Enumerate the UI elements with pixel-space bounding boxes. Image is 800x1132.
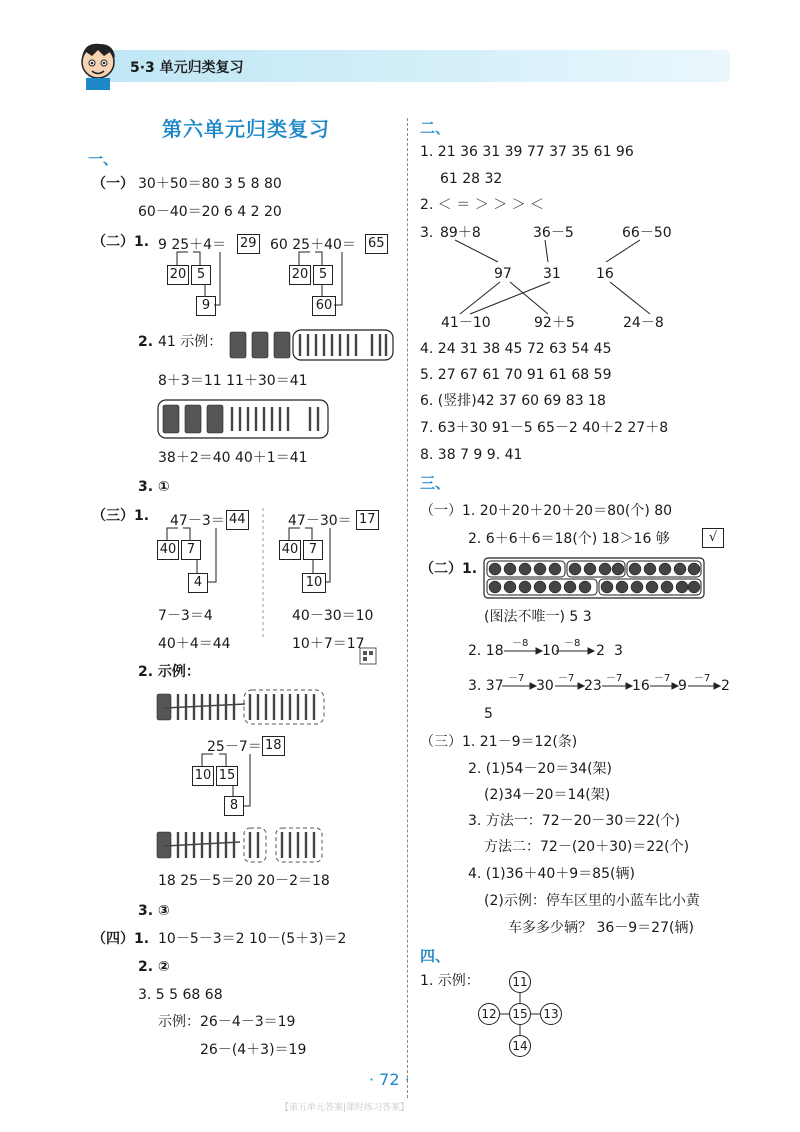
p3-q2-box-2: 15 [216, 766, 238, 786]
r-q4: 4. 24 31 38 45 72 63 54 45 [420, 341, 612, 357]
p3-q2: 2. 示例： [138, 664, 200, 680]
p3-b-box-2: 7 [303, 540, 323, 560]
p3-q2-eq: 18 25－5＝20 20－2＝18 [158, 873, 330, 889]
s3-q4-minus-1: －8 [512, 638, 529, 649]
r-q3-top-3: 66－50 [622, 225, 672, 241]
p4-q1: 10－5－3＝2 10－(5＋3)＝2 [158, 931, 347, 947]
p2-b-box-1: 20 [289, 265, 311, 285]
p2-q2-text: 41 示例： [158, 334, 223, 350]
p2-b-box-3: 60 [312, 296, 336, 316]
s3-q4-n2: 2 [596, 643, 605, 659]
p2-a-box-1: 20 [167, 265, 189, 285]
p3-a-answer: 44 [226, 510, 249, 530]
p2-a-box-2: 5 [191, 265, 211, 285]
part-1-line-1: 30＋50＝80 3 5 8 80 [138, 176, 282, 192]
s3-q9-b: (2)示例：停车区里的小蓝车比小黄 [484, 893, 700, 909]
part-1-line-2: 60－40＝20 6 4 2 20 [138, 204, 282, 220]
p3-q2-box-1: 10 [192, 766, 214, 786]
circle-right: 13 [540, 1003, 562, 1025]
s3-q5-minus-1: －7 [508, 673, 525, 684]
section-4-heading: 四、 [420, 947, 451, 965]
p4-q3: 3. 5 5 68 68 [138, 987, 223, 1003]
r-q1-b: 61 28 32 [440, 171, 503, 187]
p3-a-box-1: 40 [157, 540, 179, 560]
s3-q4-n1: 10 [542, 643, 560, 659]
s3-part2-label: （二）1. [420, 561, 478, 577]
s3-q5-n5: 2 [721, 678, 730, 694]
p4-q2: 2. ② [138, 959, 170, 975]
p2-q2-eq: 8＋3＝11 11＋30＝41 [158, 373, 308, 389]
s3-q5-n3: 16 [632, 678, 650, 694]
p3-b-expr: 47－30＝ [288, 513, 352, 529]
p4-q3-a: 示例：26－4－3＝19 [158, 1014, 296, 1030]
s3-q4-label: 2. 18 [468, 643, 504, 659]
p3-a-box-2: 7 [181, 540, 201, 560]
r-q3-bot-1: 41－10 [441, 315, 491, 331]
s3-q2-check: √ [702, 528, 724, 548]
r-q3-mid-2: 31 [543, 266, 561, 282]
s3-q8: 3. 方法一：72－20－30＝22(个) [468, 813, 680, 829]
s3-q5-n4: 9 [678, 678, 687, 694]
s3-q5-n1: 30 [536, 678, 554, 694]
r-q3: 3. [420, 225, 434, 241]
r-q3-mid-3: 16 [596, 266, 614, 282]
s3-q5-label: 3. 37 [468, 678, 504, 694]
s3-q1: （一）1. 20＋20＋20＋20＝80(个) 80 [420, 503, 673, 519]
r-q5: 5. 27 67 61 70 91 61 68 59 [420, 367, 612, 383]
r-q3-top-1: 89＋8 [440, 225, 481, 241]
p3-b-line-1: 40－30＝10 [292, 608, 374, 624]
s3-q2: 2. 6＋6＋6＝18(个) 18＞16 够 [468, 531, 670, 547]
part-3-label: （三）1. [92, 508, 150, 524]
p3-a-line-2: 40＋4＝44 [158, 636, 231, 652]
p4-q3-b: 26－(4＋3)＝19 [200, 1042, 307, 1058]
s3-q9: 4. (1)36＋40＋9＝85(辆) [468, 866, 635, 882]
s3-q5-minus-4: －7 [654, 673, 671, 684]
p3-q2-expr: 25－7＝ [207, 739, 262, 755]
r-q1: 1. 21 36 31 39 77 37 35 61 96 [420, 144, 634, 160]
section-1-heading: 一、 [88, 150, 119, 168]
s3-q4-tail: 3 [614, 643, 623, 659]
page-title: 第六单元归类复习 [162, 117, 330, 141]
p3-a-expr: 47－3＝ [170, 513, 225, 529]
part-4-label: （四）1. [92, 931, 150, 947]
p3-a-line-1: 7－3＝4 [158, 608, 213, 624]
s3-q9-c: 车多多少辆？ 36－9＝27(辆) [508, 920, 694, 936]
s3-q4-minus-2: －8 [564, 638, 581, 649]
s3-q6: （三）1. 21－9＝12(条) [420, 734, 578, 750]
p2-b-expr: 60 25＋40＝ [270, 237, 356, 253]
p3-q2-answer: 18 [262, 736, 285, 756]
r-q3-mid-1: 97 [494, 266, 512, 282]
s3-q8-b: 方法二：72－(20＋30)＝22(个) [484, 839, 690, 855]
p2-a-expr: 9 25＋4＝ [158, 237, 227, 253]
r-q2: 2. ＜ ＝ ＞ ＞ ＞ ＜ [420, 197, 545, 213]
r-q7: 7. 63＋30 91－5 65－2 40＋2 27＋8 [420, 420, 669, 436]
s3-q7-b: (2)34－20＝14(架) [484, 787, 611, 803]
s3-q5-minus-5: －7 [694, 673, 711, 684]
part-1-label: （一） [92, 176, 134, 192]
p2-q2-label: 2. [138, 334, 154, 350]
r-q3-top-2: 36－5 [533, 225, 574, 241]
footer-watermark: 【第五单元答案|课时练习答案】 [280, 1103, 410, 1113]
r-q3-bot-3: 24－8 [623, 315, 664, 331]
p2-q2-eq2: 38＋2＝40 40＋1＝41 [158, 450, 308, 466]
p3-q2-box-3: 8 [224, 796, 244, 816]
p3-b-box-3: 10 [302, 573, 326, 593]
s4-q1: 1. 示例： [420, 973, 480, 989]
page-number: · 72 · [369, 1070, 410, 1089]
s3-q7: 2. (1)54－20＝34(架) [468, 761, 613, 777]
p3-b-line-2: 10＋7＝17 [292, 636, 365, 652]
r-q8: 8. 38 7 9 9. 41 [420, 447, 523, 463]
p2-a-box-3: 9 [196, 296, 216, 316]
circle-bottom: 14 [509, 1035, 531, 1057]
r-q3-bot-2: 92＋5 [534, 315, 575, 331]
p3-q3: 3. ③ [138, 903, 170, 919]
p3-b-answer: 17 [356, 510, 379, 530]
p2-a-answer: 29 [237, 234, 260, 254]
p2-b-answer: 65 [365, 234, 388, 254]
s3-q5-minus-3: －7 [606, 673, 623, 684]
s3-q3-note: (图法不唯一) 5 3 [484, 609, 592, 625]
header-label: 5·3 单元归类复习 [130, 60, 244, 76]
circle-center: 15 [509, 1003, 531, 1025]
p3-a-box-3: 4 [188, 573, 208, 593]
p2-q3: 3. ① [138, 479, 170, 495]
part-2-label: （二）1. [92, 234, 150, 250]
section-2-heading: 二、 [420, 119, 451, 137]
s3-q5-n2: 23 [584, 678, 602, 694]
p2-b-box-2: 5 [313, 265, 333, 285]
section-3-heading: 三、 [420, 474, 451, 492]
s3-q5-minus-2: －7 [558, 673, 575, 684]
r-q6: 6. (竖排)42 37 60 69 83 18 [420, 393, 606, 409]
s3-q5-b: 5 [484, 706, 493, 722]
p3-b-box-1: 40 [279, 540, 301, 560]
circle-top: 11 [509, 971, 531, 993]
circle-left: 12 [478, 1003, 500, 1025]
